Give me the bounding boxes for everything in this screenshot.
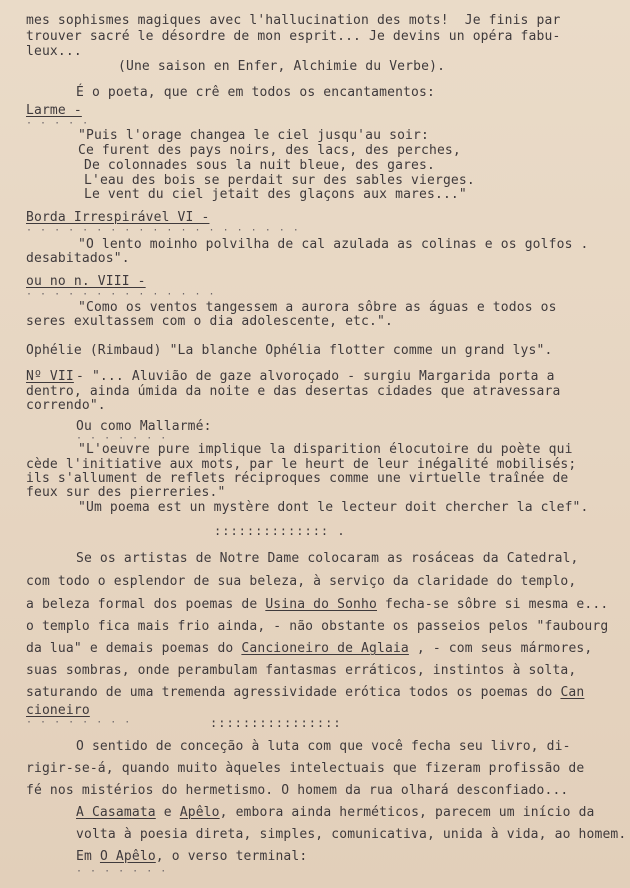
dotted-underline: · · · · · · · · · · · · · · · · · · · · <box>26 225 300 236</box>
text-line: trouver sacré le désordre de mon esprit... Je devins un opéra fabu- <box>26 29 561 44</box>
heading-ou-no: ou no n. VIII - <box>26 274 146 289</box>
text-line: cioneiro <box>26 703 90 718</box>
text-line: "L'oeuvre pure implique la disparition élocutoire du poète qui <box>78 442 573 457</box>
text-line: - "... Aluvião de gaze alvoroçado - surgiu Margarida porta a <box>76 369 555 384</box>
text-line: A Casamata e Apêlo, embora ainda herméticos, parecem um início da <box>76 805 595 820</box>
text-line: fé nos mistérios do hermetismo. O homem da rua olhará desconfiado... <box>26 783 569 798</box>
title-usina-do-sonho: Usina do Sonho <box>265 597 377 612</box>
text-line: É o poeta, que crê em todos os encantamentos: <box>76 85 435 100</box>
text-line: saturando de uma tremenda agressividade erótica todos os poemas do Can <box>26 685 585 700</box>
title-apelo: Apêlo <box>179 805 220 820</box>
verse-line: L'eau des bois se perdait sur des sables vierges. <box>84 173 475 188</box>
verse-line: De colonnades sous la nuit bleue, des gares. <box>84 158 435 173</box>
text-line: Em O Apêlo, o verso terminal: <box>76 849 308 864</box>
text-line: mes sophismes magiques avec l'hallucination des mots! Je finis par <box>26 13 561 28</box>
dotted-underline: · · · · · · · <box>76 866 168 877</box>
text-line: suas sombras, onde perambulam fantasmas erráticos, instintos à solta, <box>26 663 577 678</box>
text-line: leux... <box>26 44 82 59</box>
text-line: desabitados". <box>26 251 130 266</box>
text-line: Ophélie (Rimbaud) "La blanche Ophélia flotter comme un grand lys". <box>26 343 553 358</box>
verse-line: Ce furent des pays noirs, des lacs, des perches, <box>78 143 461 158</box>
heading-no-vii: Nº VII <box>26 369 74 384</box>
text-line: "Um poema est un mystère dont le lecteur doit chercher la clef". <box>78 500 589 515</box>
text-line: Se os artistas de Notre Dame colocaram as rosáceas da Catedral, <box>76 551 579 566</box>
verse-line: Le vent du ciel jetait des glaçons aux mares..." <box>84 187 467 202</box>
text-line: rigir-se-á, quando muito àqueles intelectuais que fizeram profissão de <box>26 761 585 776</box>
text-line: cède l'initiative aux mots, par le heurt de leur inégalité mobilisés; <box>26 457 577 472</box>
text-line: Ou como Mallarmé: <box>76 419 212 434</box>
text-line: "O lento moinho polvilha de cal azulada as colinas e os golfos . <box>78 237 589 252</box>
dotted-underline: · · · · · · · <box>76 433 168 444</box>
separator: :::::::::::::::: <box>210 716 342 730</box>
text-line: da lua" e demais poemas do Cancioneiro de Aglaia , - com seus mármores, <box>26 641 593 656</box>
text-line: com todo o esplendor de sua beleza, à serviço da claridade do templo, <box>26 574 577 589</box>
citation: (Une saison en Enfer, Alchimie du Verbe). <box>118 59 446 74</box>
verse-line: "Puis l'orage changea le ciel jusqu'au soir: <box>78 128 429 143</box>
text-line: a beleza formal dos poemas de Usina do Sonho fecha-se sôbre si mesma e... <box>26 597 609 612</box>
text-line: o templo fica mais frio ainda, - não obstante os passeios pelos "faubourg <box>26 619 609 634</box>
text-line: correndo". <box>26 398 106 413</box>
text-line: O sentido de conceção à luta com que você fecha seu livro, di- <box>76 739 571 754</box>
dotted-underline: · · · · · <box>26 118 90 129</box>
separator: :::::::::::::: . <box>214 524 346 538</box>
title-cancioneiro-de-aglaia: Cancioneiro de Aglaia <box>241 641 409 656</box>
text-line: feux sur des pierreries." <box>26 485 226 500</box>
title-a-casamata: A Casamata <box>76 805 156 820</box>
heading-larme: Larme - <box>26 103 82 118</box>
heading-borda: Borda Irrespirável VI - <box>26 210 210 225</box>
dotted-underline: · · · · · · · · · · · · · · <box>26 289 216 300</box>
text-line: seres exultassem com o dia adolescente, etc.". <box>26 314 393 329</box>
dotted-underline: · · · · · · · · <box>26 717 132 728</box>
text-line: volta à poesia direta, simples, comunicativa, unida à vida, ao homem. <box>76 827 627 842</box>
title-can: Can <box>560 685 585 700</box>
text-line: "Como os ventos tangessem a aurora sôbre as águas e todos os <box>78 300 557 315</box>
title-o-apelo: O Apêlo <box>99 849 156 864</box>
text-line: dentro, ainda úmida da noite e das desertas cidades que atravessara <box>26 384 561 399</box>
text-line: ils s'allument de reflets réciproques comme une virtuelle traînée de <box>26 471 569 486</box>
